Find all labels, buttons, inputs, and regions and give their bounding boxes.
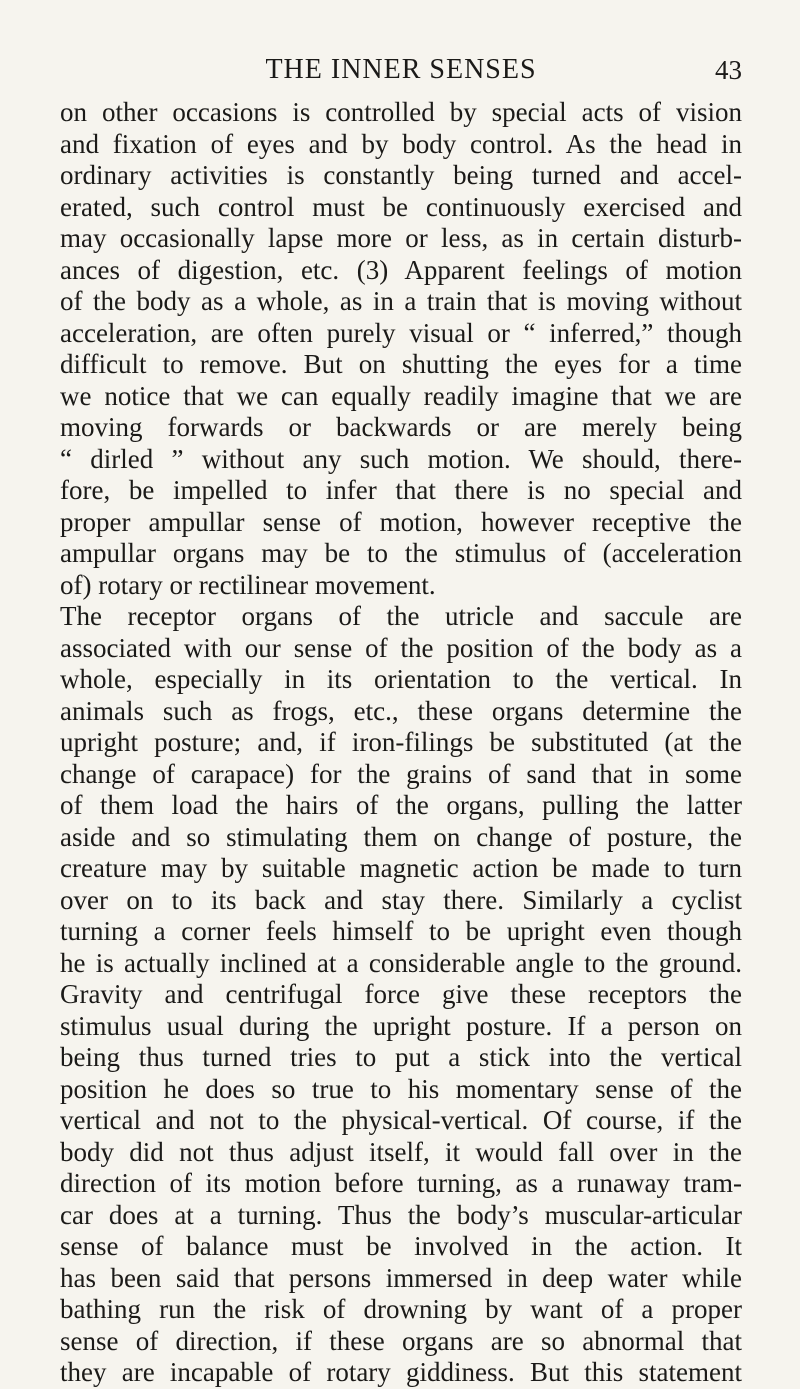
body-text <box>60 97 742 1389</box>
text-line: ordinary activities is constantly being turned and accel- <box>60 160 742 190</box>
text-line: position he does so true to his momentary sense of the <box>60 1073 742 1104</box>
text-line: sense of direction, if these organs are so abnormal that <box>60 1325 742 1356</box>
text-line: aside and so stimulating them on change of posture, the <box>60 821 742 852</box>
text-line: of them load the hairs of the organs, pulling the latter <box>60 790 742 820</box>
text-line: animals such as frogs, etc., these organs determine the <box>60 695 742 726</box>
text-line: sense of balance must be involved in the action. It <box>60 1231 742 1261</box>
text-line: on other occasions is controlled by special acts of vision <box>60 97 742 127</box>
text-line: car does at a turning. Thus the body’s muscular-articular <box>60 1199 742 1230</box>
running-head <box>60 52 742 88</box>
text-line: associated with our sense of the position of the body as a <box>60 632 742 663</box>
text-line: vertical and not to the physical-vertical. Of course, if the <box>60 1105 742 1135</box>
text-line: of the body as a whole, as in a train that is moving without <box>60 286 742 316</box>
text-line: upright posture; and, if iron-filings be substituted (at the <box>60 727 742 757</box>
text-line: he is actually inclined at a considerable angle to the ground. <box>60 947 742 978</box>
text-line: stimulus usual during the upright posture. If a person on <box>60 1010 742 1041</box>
text-line: moving forwards or backwards or are merely being <box>60 412 742 442</box>
text-line: being thus turned tries to put a stick into the vertical <box>60 1042 742 1072</box>
text-line: and fixation of eyes and by body control. As the head in <box>60 128 742 159</box>
text-line: ampullar organs may be to the stimulus of (acceleration <box>60 538 742 568</box>
text-line: bathing run the risk of drowning by want of a proper <box>60 1294 742 1324</box>
text-line: body did not thus adjust itself, it would fall over in the <box>60 1136 742 1167</box>
text-line: erated, such control must be continuously exercised and <box>60 191 742 222</box>
text-line: may occasionally lapse more or less, as in certain disturb- <box>60 223 742 253</box>
page-number: 43 <box>715 55 742 85</box>
text-line: turning a corner feels himself to be upright even though <box>60 916 742 946</box>
text-line: they are incapable of rotary giddiness. But this statement <box>60 1357 742 1387</box>
text-line: direction of its motion before turning, as a runaway tram- <box>60 1168 742 1198</box>
text-line: creature may by suitable magnetic action be made to turn <box>60 853 742 883</box>
running-title: THE INNER SENSES <box>265 54 537 85</box>
text-line: acceleration, are often purely visual or “ inferred,” though <box>60 317 742 348</box>
text-line: we notice that we can equally readily imagine that we are <box>60 380 742 411</box>
text-line: of) rotary or rectilinear movement. <box>60 569 436 600</box>
text-line: has been said that persons immersed in deep water while <box>60 1262 742 1293</box>
text-line: whole, especially in its orientation to the vertical. In <box>60 664 742 694</box>
text-line: ances of digestion, etc. (3) Apparent feelings of motion <box>60 254 742 285</box>
text-line: change of carapace) for the grains of sand that in some <box>60 758 742 789</box>
text-line: difficult to remove. But on shutting the eyes for a time <box>60 349 742 379</box>
text-line: over on to its back and stay there. Similarly a cyclist <box>60 884 742 915</box>
text-line: proper ampullar sense of motion, however receptive the <box>60 506 742 537</box>
text-line: The receptor organs of the utricle and saccule are <box>60 601 742 631</box>
text-line: fore, be impelled to infer that there is no special and <box>60 475 742 505</box>
text-line: Gravity and centrifugal force give these receptors the <box>60 979 742 1009</box>
text-line: “ dirled ” without any such motion. We should, there- <box>60 443 742 474</box>
